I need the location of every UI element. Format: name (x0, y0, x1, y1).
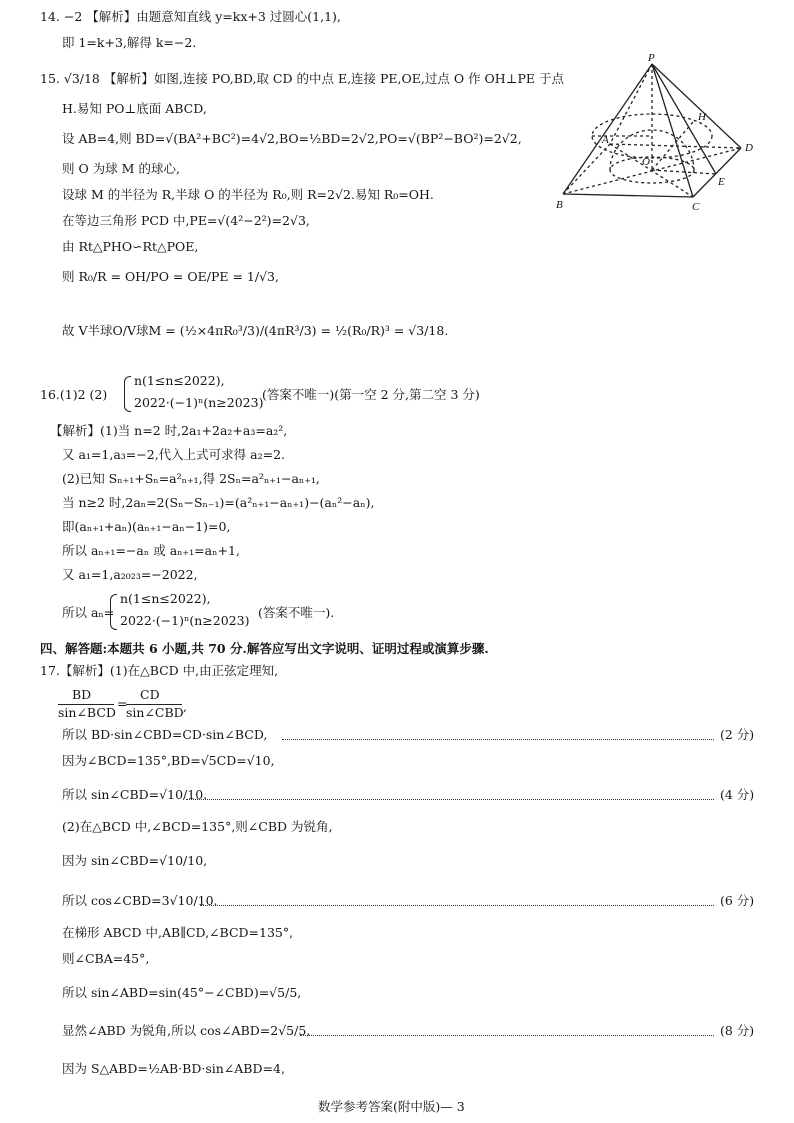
q17-leader-4 (300, 1035, 714, 1036)
label-D: D (745, 142, 753, 154)
q16-step-5: 即(aₙ₊₁+aₙ)(aₙ₊₁−aₙ−1)=0, (62, 519, 231, 534)
q17-equals: = (117, 696, 128, 711)
q17-line-4: 因为∠BCD=135°,BD=√5CD=√10, (62, 753, 275, 768)
q16-step-7: 又 a₁=1,a₂₀₂₃=−2022, (62, 567, 198, 582)
q16-answer-note: (答案不唯一). (258, 605, 335, 620)
q16-case-2: 2022·(−1)ⁿ(n≥2023) (134, 395, 264, 410)
label-A: A (602, 134, 609, 146)
q16-answer-case-1: n(1≤n≤2022), (120, 591, 211, 606)
q16-answer-case-2: 2022·(−1)ⁿ(n≥2023) (120, 613, 250, 628)
q17-leader-3 (200, 905, 714, 906)
q16-step-6: 所以 aₙ₊₁=−aₙ 或 aₙ₊₁=aₙ+1, (62, 543, 240, 558)
q17-frac-den-1: sin∠BCD (58, 705, 116, 720)
label-H: H (698, 111, 706, 123)
pyramid-figure (548, 52, 768, 217)
q17-line-12: 显然∠ABD 为锐角,所以 cos∠ABD=2√5/5, (62, 1023, 311, 1038)
q15-line-8: 则 R₀/R = OH/PO = OE/PE = 1/√3, (62, 269, 279, 284)
q15-line-6: 在等边三角形 PCD 中,PE=√(4²−2²)=2√3, (62, 213, 310, 228)
q16-step-4: 当 n≥2 时,2aₙ=2(Sₙ−Sₙ₋₁)=(a²ₙ₊₁−aₙ₊₁)−(aₙ²−aₙ), (62, 495, 375, 510)
q15-line-3: 设 AB=4,则 BD=√(BA²+BC²)=4√2,BO=½BD=2√2,PO=√(BP²−BO²)=2√2, (62, 131, 522, 146)
q17-score-2: (2 分) (720, 727, 755, 742)
q17-line-7: 因为 sin∠CBD=√10/10, (62, 853, 208, 868)
q17-frac-den-2: sin∠CBD (126, 705, 184, 720)
q16-brace (124, 376, 131, 412)
label-E: E (718, 176, 725, 188)
page-footer: 数学参考答案(附中版)— 3 (318, 1099, 465, 1114)
label-B: B (556, 199, 563, 211)
q17-frac-num-2: CD (140, 687, 160, 702)
q15-line-9: 故 V半球O/V球M = (½×4πR₀³/3)/(4πR³/3) = ½(R₀/R)³ = √3/18. (62, 323, 449, 338)
q17-line-5: 所以 sin∠CBD=√10/10. (62, 787, 208, 802)
q15-line-5: 设球 M 的半径为 R,半球 O 的半径为 R₀,则 R=2√2.易知 R₀=OH. (62, 187, 434, 202)
q16-answer-brace (110, 594, 117, 630)
q16-step-2: 又 a₁=1,a₃=−2,代入上式可求得 a₂=2. (62, 447, 286, 462)
q16-step-8-prefix: 所以 aₙ= (62, 605, 115, 620)
q17-frac-num-1: BD (72, 687, 92, 702)
q17-line-1: 17.【解析】(1)在△BCD 中,由正弦定理知, (40, 663, 279, 678)
q17-leader-2 (186, 799, 714, 800)
q16-head: 16.(1)2 (2) (40, 387, 108, 402)
q17-score-4: (4 分) (720, 787, 755, 802)
q17-line-13: 因为 S△ABD=½AB·BD·sin∠ABD=4, (62, 1061, 285, 1076)
q14-line-2: 即 1=k+3,解得 k=−2. (62, 35, 197, 50)
q17-line-11: 所以 sin∠ABD=sin(45°−∠CBD)=√5/5, (62, 985, 302, 1000)
q17-score-8: (8 分) (720, 1023, 755, 1038)
q17-line-8: 所以 cos∠CBD=3√10/10. (62, 893, 218, 908)
q17-comma: , (183, 699, 187, 714)
label-P: P (648, 52, 655, 64)
q17-line-10: 则∠CBA=45°, (62, 951, 150, 966)
label-O: O (642, 156, 650, 168)
q16-case-1: n(1≤n≤2022), (134, 373, 225, 388)
label-C: C (692, 201, 700, 213)
q14-line-1: 14. −2 【解析】由题意知直线 y=kx+3 过圆心(1,1), (40, 9, 341, 24)
q15-line-7: 由 Rt△PHO∽Rt△POE, (62, 239, 199, 254)
q16-step-3: (2)已知 Sₙ₊₁+Sₙ=a²ₙ₊₁,得 2Sₙ=a²ₙ₊₁−aₙ₊₁, (62, 471, 320, 486)
q15-line-2: H.易知 PO⊥底面 ABCD, (62, 101, 207, 116)
q17-score-6: (6 分) (720, 893, 755, 908)
q17-line-3: 所以 BD·sin∠CBD=CD·sin∠BCD, (62, 727, 268, 742)
q17-line-6: (2)在△BCD 中,∠BCD=135°,则∠CBD 为锐角, (62, 819, 333, 834)
q16-note: (答案不唯一)(第一空 2 分,第二空 3 分) (262, 387, 480, 402)
section-4-heading: 四、解答题:本题共 6 小题,共 70 分.解答应写出文字说明、证明过程或演算步骤. (40, 641, 489, 656)
q15-line-4: 则 O 为球 M 的球心, (62, 161, 180, 176)
q16-step-1: 【解析】(1)当 n=2 时,2a₁+2a₂+a₃=a₂², (50, 423, 288, 438)
q15-line-1: 15. √3/18 【解析】如图,连接 PO,BD,取 CD 的中点 E,连接 PE,OE,过点 O 作 OH⊥PE 于点 (40, 71, 564, 86)
q17-line-9: 在梯形 ABCD 中,AB∥CD,∠BCD=135°, (62, 925, 294, 940)
q17-leader-1 (282, 739, 714, 740)
